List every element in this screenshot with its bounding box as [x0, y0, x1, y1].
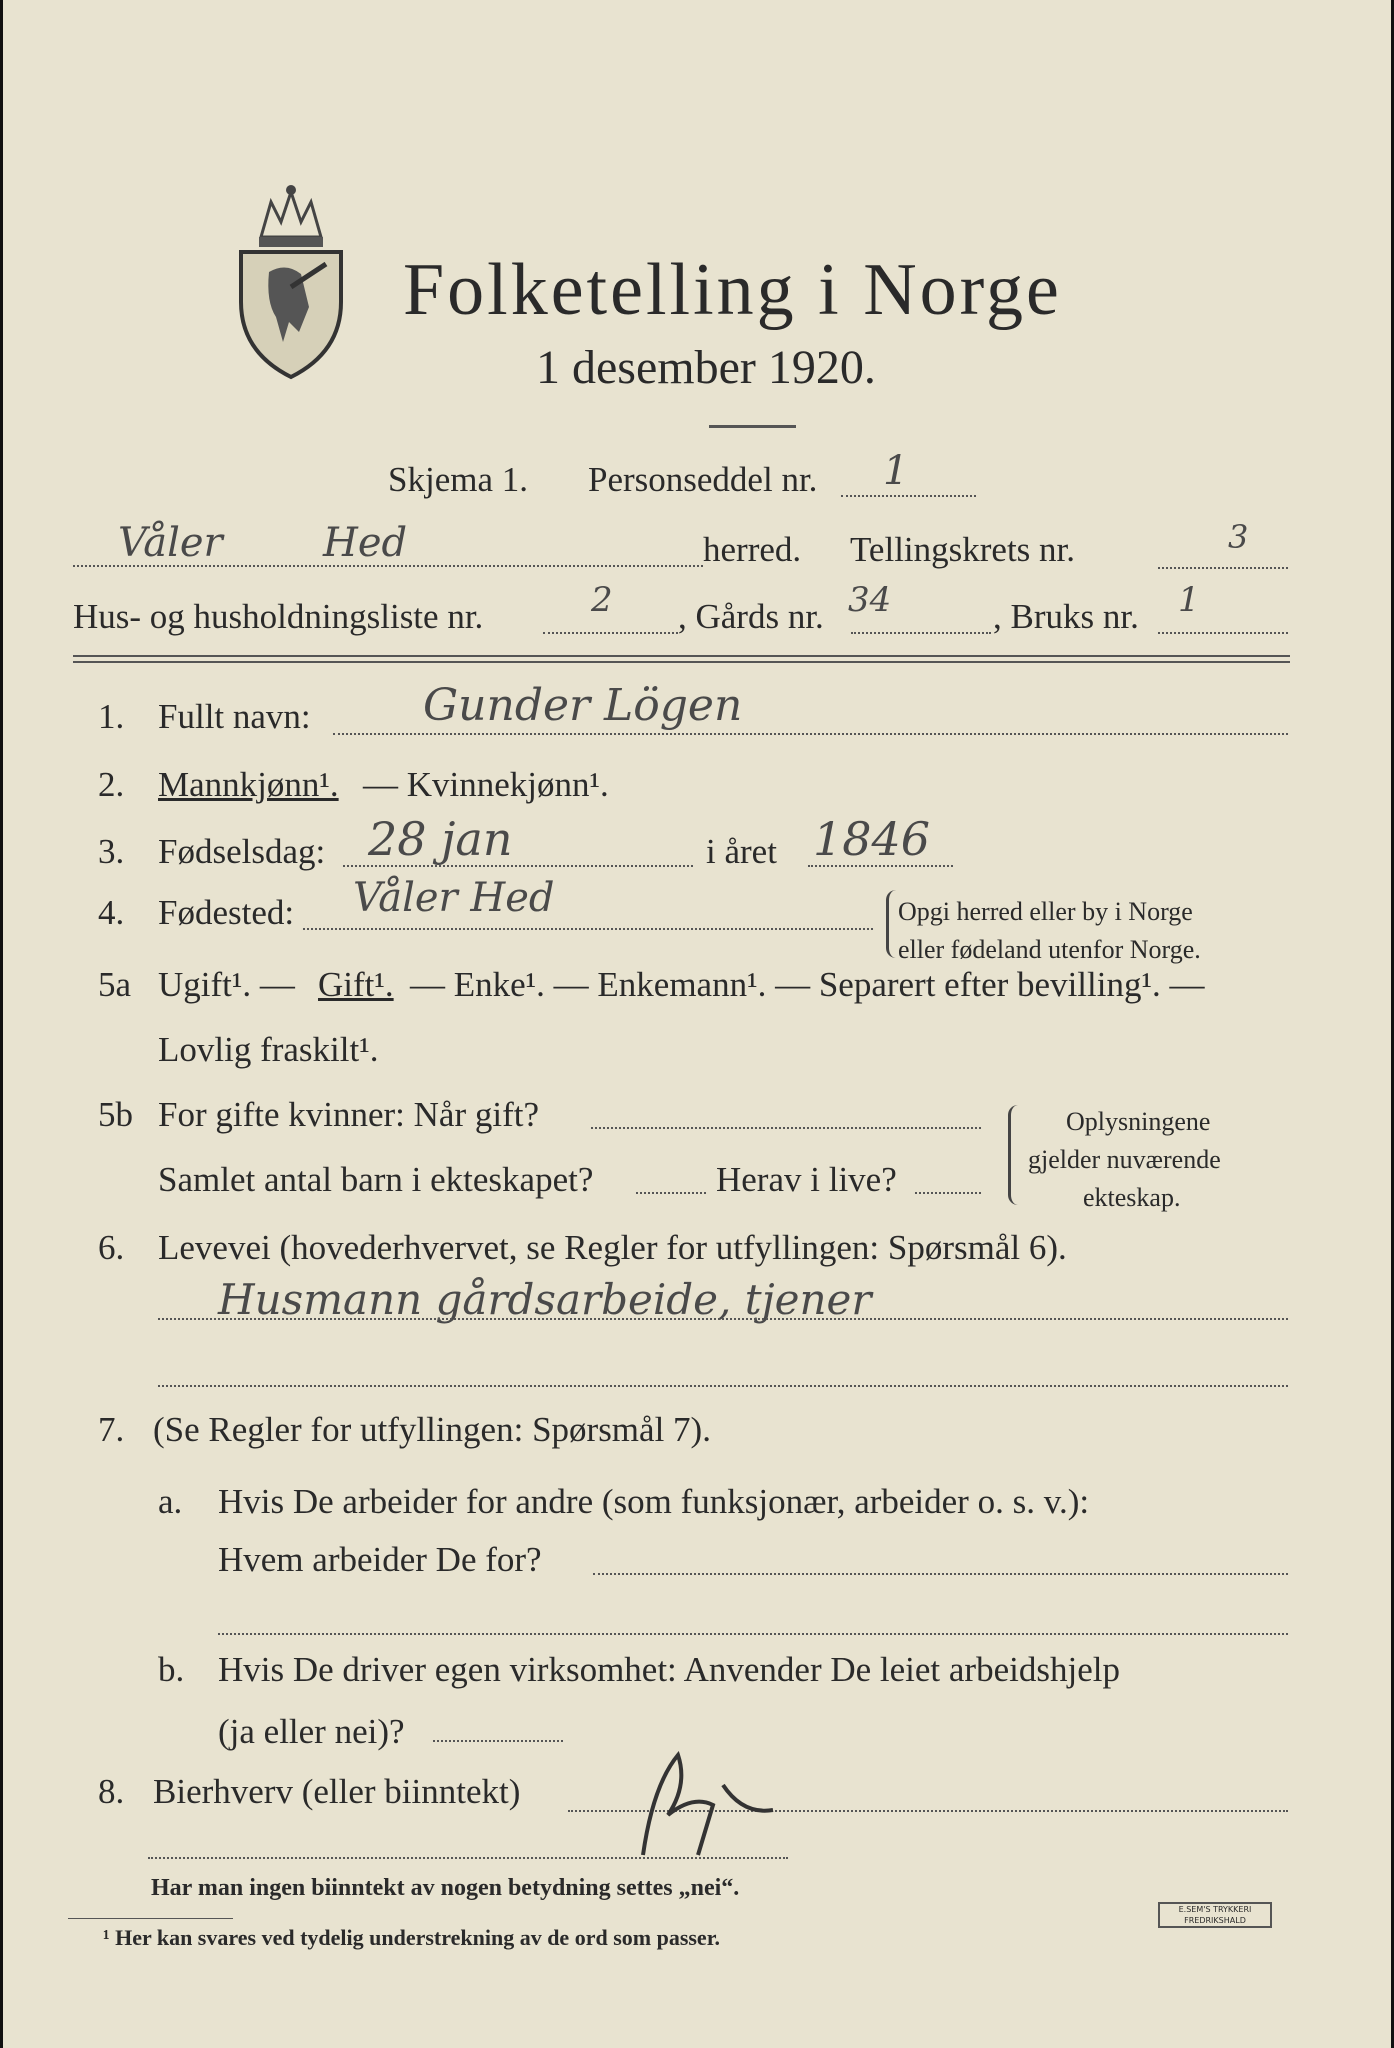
- section-divider-bottom: [73, 661, 1290, 663]
- gards-value[interactable]: 34: [848, 580, 892, 620]
- bruks-value[interactable]: 1: [1178, 580, 1200, 620]
- marital-unmarried-option[interactable]: Ugift¹. —: [158, 965, 295, 1004]
- q7-label: (Se Regler for utfyllingen: Spørsmål 7).: [153, 1410, 711, 1449]
- q5b-alive-line: [915, 1192, 981, 1194]
- q3-year-label: i året: [706, 832, 777, 871]
- q6-number: 6.: [98, 1228, 125, 1267]
- birthplace-value[interactable]: Våler Hed: [353, 875, 555, 921]
- herred-value-a[interactable]: Våler: [118, 520, 223, 566]
- q5b-note-1: Oplysningene: [1066, 1107, 1211, 1136]
- q8-line-2: [148, 1857, 788, 1859]
- q4-number: 4.: [98, 893, 125, 932]
- q5b-children-line: [636, 1192, 706, 1194]
- q3-number: 3.: [98, 832, 125, 871]
- gender-male-option[interactable]: Mannkjønn¹.: [158, 765, 339, 804]
- bruks-line: [1158, 632, 1288, 634]
- birth-year-value[interactable]: 1846: [813, 812, 931, 866]
- bruks-label: , Bruks nr.: [993, 597, 1139, 636]
- q4-label: Fødested:: [158, 893, 295, 932]
- printer-stamp: E.SEM'S TRYKKERI FREDRIKSHALD: [1158, 1902, 1272, 1928]
- q1-label: Fullt navn:: [158, 697, 311, 736]
- q7b-yesno-label: (ja eller nei)?: [218, 1712, 405, 1751]
- q7a-number: a.: [158, 1482, 183, 1521]
- census-form-page: [3, 0, 1391, 2048]
- q7-number: 7.: [98, 1410, 125, 1449]
- q5b-brace: [1008, 1105, 1019, 1205]
- q8-label: Bierhverv (eller biinntekt): [153, 1772, 521, 1811]
- husliste-label: Hus- og husholdningsliste nr.: [73, 597, 484, 636]
- q5b-alive-label: Herav i live?: [716, 1160, 897, 1199]
- personseddel-line: [841, 495, 976, 497]
- q5b-line: [591, 1127, 981, 1129]
- q2-number: 2.: [98, 765, 125, 804]
- q7a-employer-label: Hvem arbeider De for?: [218, 1540, 542, 1579]
- q4-line: [303, 928, 873, 930]
- gards-label: , Gårds nr.: [678, 597, 824, 636]
- q4-brace: [886, 890, 897, 958]
- q6-line-1: [158, 1318, 1288, 1320]
- tellingskrets-label: Tellingskrets nr.: [850, 530, 1076, 569]
- no-income-note: Har man ingen biinntekt av nogen betydning settes „nei“.: [151, 1875, 740, 1901]
- gards-line: [851, 632, 991, 634]
- marital-other-options[interactable]: — Enke¹. — Enkemann¹. — Separert efter bevilling¹. —: [410, 965, 1205, 1004]
- section-divider-top: [73, 655, 1290, 657]
- q7a-label: Hvis De arbeider for andre (som funksjonær, arbeider o. s. v.):: [218, 1482, 1090, 1521]
- q5a-number: 5a: [98, 965, 132, 1004]
- occupation-value[interactable]: Husmann gårdsarbeide, tjener: [218, 1275, 872, 1324]
- q7a-line-1: [593, 1573, 1288, 1575]
- husliste-line: [543, 632, 678, 634]
- marital-divorced-option[interactable]: Lovlig fraskilt¹.: [158, 1030, 379, 1069]
- marital-married-option[interactable]: Gift¹.: [318, 965, 394, 1004]
- form-title: Folketelling i Norge: [403, 249, 1062, 331]
- gender-female-option[interactable]: — Kvinnekjønn¹.: [363, 765, 609, 804]
- q5b-number: 5b: [98, 1095, 133, 1134]
- q6-line-2: [158, 1385, 1288, 1387]
- q5b-note-3: ekteskap.: [1083, 1183, 1181, 1212]
- personseddel-label: Personseddel nr.: [588, 460, 818, 499]
- signature-mark: [623, 1745, 783, 1865]
- q4-note-1: Opgi herred eller by i Norge: [898, 897, 1193, 926]
- schema-label: Skjema 1.: [388, 460, 528, 499]
- census-date: 1 desember 1920.: [536, 341, 876, 394]
- q7b-line: [433, 1740, 563, 1742]
- q5b-note-2: gjelder nuværende: [1028, 1145, 1221, 1174]
- title-divider: [709, 425, 796, 428]
- footnote: ¹ Her kan svares ved tydelig understrekning av de ord som passer.: [103, 1925, 720, 1950]
- q4-note-2: eller fødeland utenfor Norge.: [898, 935, 1201, 964]
- q1-line: [333, 733, 1288, 735]
- herred-label: herred.: [703, 530, 802, 569]
- norwegian-coat-of-arms-icon: [231, 182, 351, 382]
- q6-label: Levevei (hovederhvervet, se Regler for utfyllingen: Spørsmål 6).: [158, 1228, 1067, 1267]
- q1-number: 1.: [98, 697, 125, 736]
- footnote-rule: [68, 1918, 233, 1919]
- q7b-number: b.: [158, 1650, 185, 1689]
- q8-number: 8.: [98, 1772, 125, 1811]
- herred-value-b[interactable]: Hed: [323, 520, 408, 566]
- full-name-value[interactable]: Gunder Lögen: [423, 680, 743, 731]
- personseddel-value[interactable]: 1: [883, 448, 909, 494]
- q7b-label: Hvis De driver egen virksomhet: Anvender De leiet arbeidshjelp: [218, 1650, 1120, 1689]
- q3-label: Fødselsdag:: [158, 832, 326, 871]
- husliste-value[interactable]: 2: [591, 580, 613, 620]
- q5b-label: For gifte kvinner: Når gift?: [158, 1095, 540, 1134]
- q5b-children-label: Samlet antal barn i ekteskapet?: [158, 1160, 594, 1199]
- birthday-value[interactable]: 28 jan: [368, 812, 513, 866]
- tellingskrets-value[interactable]: 3: [1228, 518, 1249, 556]
- q7a-line-2: [218, 1633, 1288, 1635]
- tellingskrets-line: [1158, 567, 1288, 569]
